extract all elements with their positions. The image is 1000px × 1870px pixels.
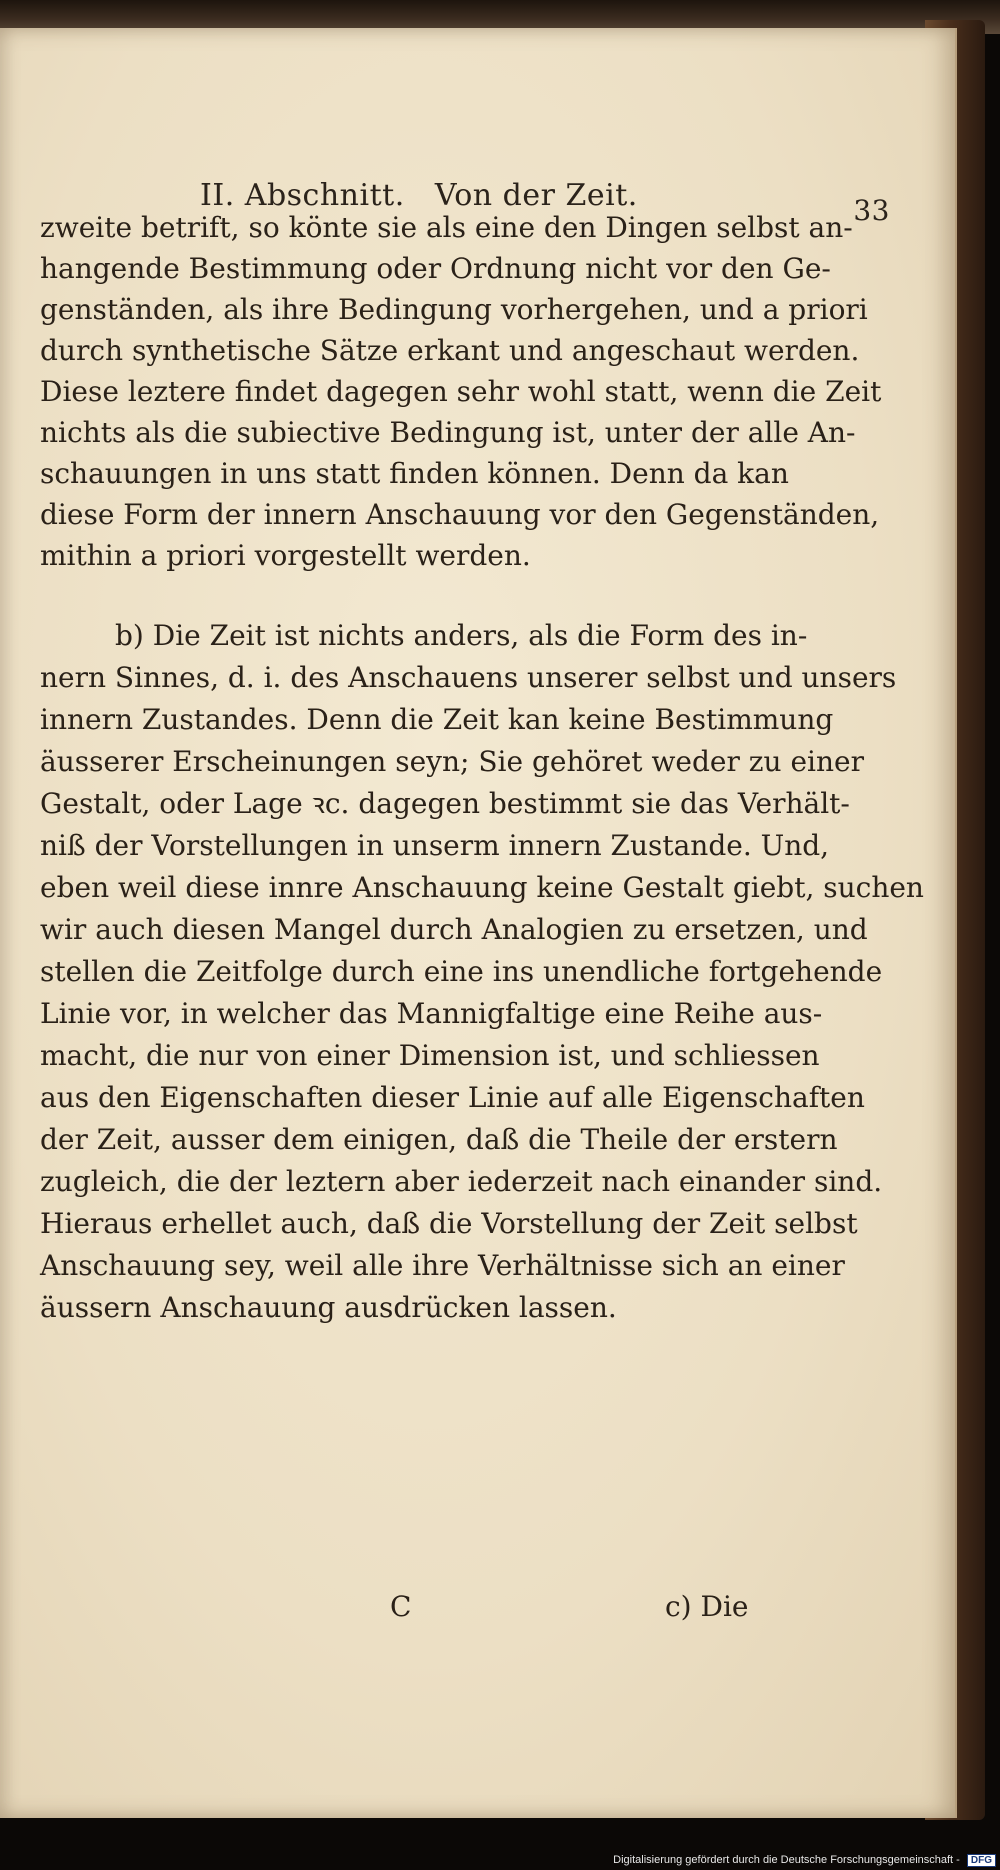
text-line: der Zeit, ausser dem einigen, daß die Theile der erstern bbox=[40, 1123, 838, 1156]
text-line: Hieraus erhellet auch, daß die Vorstellung der Zeit selbst bbox=[40, 1207, 858, 1240]
text-line: innern Zustandes. Denn die Zeit kan keine Bestimmung bbox=[40, 703, 834, 736]
text-line: mithin a priori vorgestellt werden. bbox=[40, 539, 531, 572]
text-line: stellen die Zeitfolge durch eine ins unendliche fortgehende bbox=[40, 955, 883, 988]
text-line: zugleich, die der leztern aber iederzeit nach einander sind. bbox=[40, 1165, 883, 1198]
text-line: äussern Anschauung ausdrücken lassen. bbox=[40, 1291, 617, 1324]
text-line: zweite betrift, so könte sie als eine den Dingen selbst an- bbox=[40, 211, 853, 244]
digitization-credit bbox=[613, 1854, 996, 1867]
running-title: II. Abschnitt. Von der Zeit. bbox=[200, 178, 638, 213]
dfg-logo: DFG bbox=[967, 1854, 996, 1867]
text-line: nichts als die subiective Bedingung ist, unter der alle An- bbox=[40, 416, 856, 449]
text-line: macht, die nur von einer Dimension ist, und schliessen bbox=[40, 1039, 820, 1072]
text-line: hangende Bestimmung oder Ordnung nicht vor den Ge- bbox=[40, 252, 831, 285]
text-line: Gestalt, oder Lage ꝛc. dagegen bestimmt sie das Verhält- bbox=[40, 787, 850, 820]
text-line: Anschauung sey, weil alle ihre Verhältnisse sich an einer bbox=[40, 1249, 845, 1282]
text-line: Linie vor, in welcher das Mannigfaltige eine Reihe aus- bbox=[40, 997, 823, 1030]
text-line: aus den Eigenschaften dieser Linie auf alle Eigenschaften bbox=[40, 1081, 865, 1114]
signature-mark: C bbox=[390, 1590, 412, 1623]
page-number: 33 bbox=[853, 194, 890, 227]
text-line: Diese leztere findet dagegen sehr wohl statt, wenn die Zeit bbox=[40, 375, 882, 408]
catchword: c) Die bbox=[665, 1590, 749, 1623]
text-line: schauungen in uns statt finden können. Denn da kan bbox=[40, 457, 789, 490]
text-line: nern Sinnes, d. i. des Anschauens unserer selbst und unsers bbox=[40, 661, 897, 694]
text-line: niß der Vorstellungen in unserm innern Zustande. Und, bbox=[40, 829, 830, 862]
text-line: diese Form der innern Anschauung vor den Gegenständen, bbox=[40, 498, 880, 531]
text-line: genständen, als ihre Bedingung vorhergehen, und a priori bbox=[40, 293, 868, 326]
credit-text: Digitalisierung gefördert durch die Deutsche Forschungsgemeinschaft - bbox=[613, 1854, 960, 1866]
text-line: b) Die Zeit ist nichts anders, als die Form des in- bbox=[115, 619, 808, 652]
text-line: eben weil diese innre Anschauung keine Gestalt giebt, suchen bbox=[40, 871, 924, 904]
text-line: durch synthetische Sätze erkant und angeschaut werden. bbox=[40, 334, 860, 367]
credit-bar bbox=[0, 1848, 1000, 1870]
text-line: wir auch diesen Mangel durch Analogien zu ersetzen, und bbox=[40, 913, 868, 946]
text-line: äusserer Erscheinungen seyn; Sie gehöret weder zu einer bbox=[40, 745, 864, 778]
book-page bbox=[0, 28, 957, 1818]
